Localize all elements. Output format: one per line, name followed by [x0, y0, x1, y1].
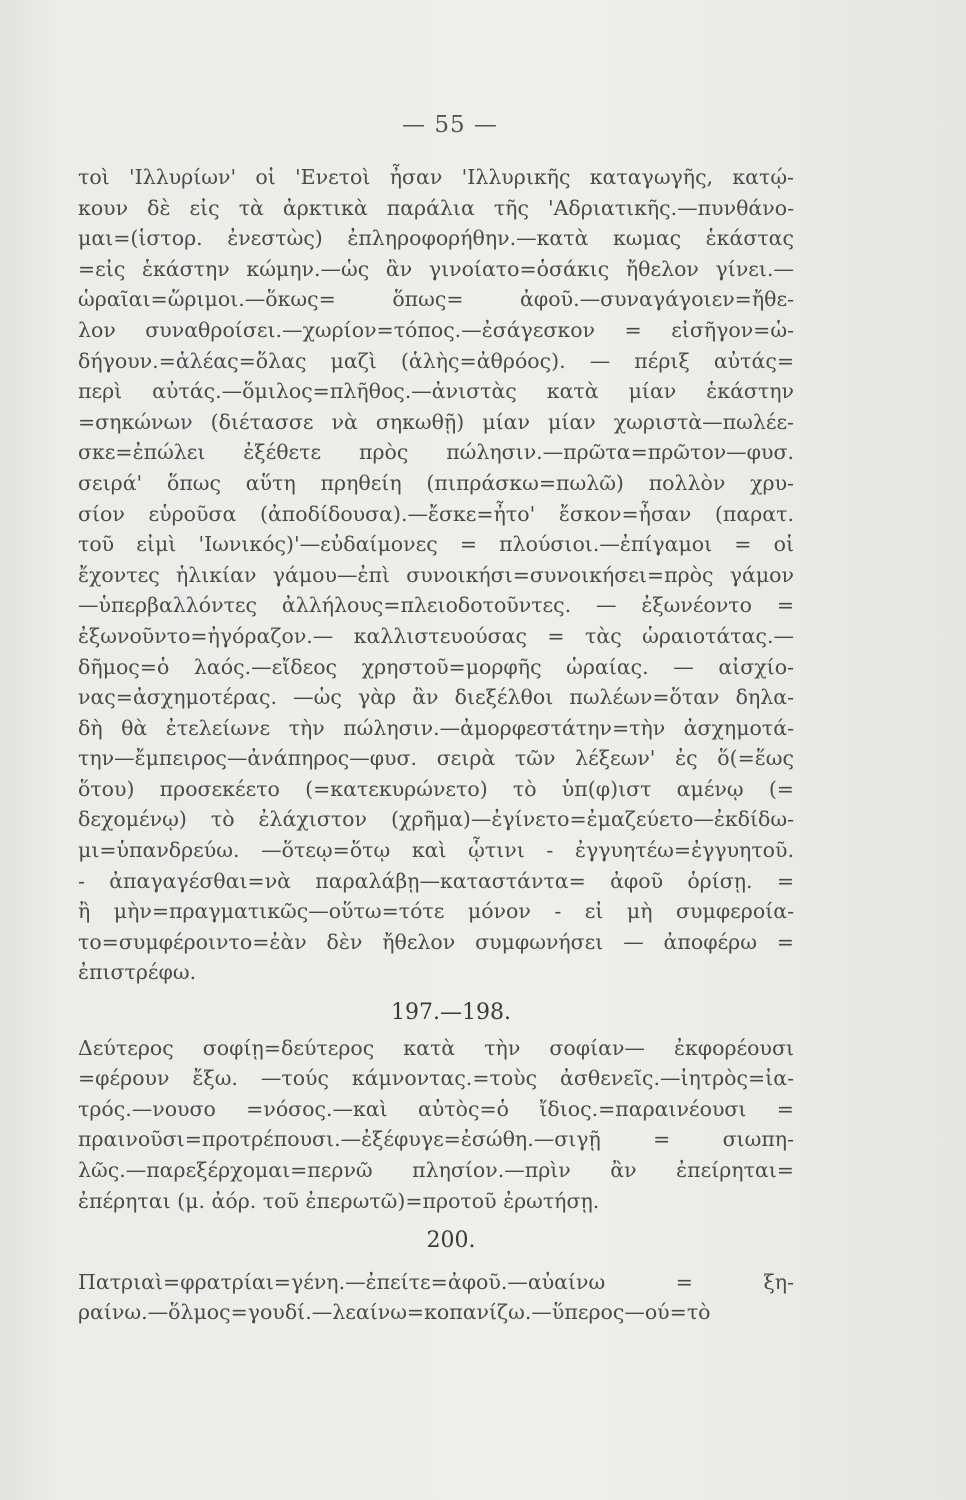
- text-line: ραίνω.—ὅλμος=γουδί.—λεαίνω=κοπανίζω.—ὕπερος—ού=τὸ: [78, 1300, 711, 1325]
- commentary-block-2: [78, 1033, 794, 1217]
- text-line: δὴ θὰ ἐτελείωνε τὴν πώλησιν.—ἀμορφεστάτην=τὴν ἀσχημοτά-: [78, 715, 794, 740]
- text-line: σειρά' ὅπως αὕτη πρηθείη (πιπράσκω=πωλῶ) πολλὸν χρυ-: [78, 470, 794, 495]
- commentary-block-3: [78, 1267, 794, 1328]
- text-line: τρός.—νουσο =νόσος.—καὶ αὐτὸς=ὁ ἴδιος.=παραινέουσι =: [78, 1096, 794, 1121]
- text-line: Πατριαὶ=φρατρίαι=γένη.—ἐπείτε=ἀφοῦ.—αὐαίνω = ξη-: [78, 1269, 794, 1294]
- text-line: =εἰς ἑκάστην κώμην.—ὡς ἂν γινοίατο=ὁσάκις ἤθελον γίνει.—: [78, 256, 794, 281]
- text-line: ἐξωνοῦντο=ἠγόραζον.— καλλιστευούσας = τὰς ὡραιοτάτας.—: [78, 623, 794, 648]
- text-line: δῆμος=ὁ λαός.—εἴδεος χρηστοῦ=μορφῆς ὡραίας. — αἰσχίο-: [78, 654, 794, 679]
- text-line: λον συναθροίσει.—χωρίον=τόπος.—ἐσάγεσκον = εἰσῆγον=ὡ-: [78, 317, 794, 342]
- text-line: ὅτου) προσεκέετο (=κατεκυρώνετο) τὸ ὑπ(φ)ιστ αμένῳ (=: [78, 776, 794, 801]
- text-line: =φέρουν ἔξω. —τούς κάμνοντας.=τοὺς ἀσθενεῖς.—ἰητρὸς=ἰα-: [78, 1066, 794, 1091]
- text-line: περὶ αὐτάς.—ὅμιλος=πλῆθος.—ἀνιστὰς κατὰ μίαν ἑκάστην: [78, 379, 794, 404]
- text-line: τοῦ εἰμὶ 'Ιωνικός)'—εὐδαίμονες = πλούσιοι.—ἐπίγαμοι = οἱ: [78, 532, 794, 557]
- text-line: σκε=ἐπώλει ἐξέθετε πρὸς πώλησιν.—πρῶτα=πρῶτον—φυσ.: [78, 440, 794, 465]
- page-number: — 55 —: [402, 112, 498, 138]
- text-line: ἐπέρηται (μ. ἀόρ. τοῦ ἐπερωτῶ)=προτοῦ ἐρωτήσῃ.: [78, 1188, 600, 1213]
- text-line: πραινοῦσι=προτρέπουσι.—ἐξέφυγε=ἐσώθη.—σιγῇ = σιωπη-: [78, 1127, 794, 1152]
- text-line: δεχομένῳ) τὸ ἐλάχιστον (χρῆμα)—ἐγίνετο=ἐμαζεύετο—ἐκδίδω-: [78, 807, 794, 832]
- text-line: το=συμφέροιντο=ἐὰν δὲν ἤθελον συμφωνήσει — ἀποφέρω =: [78, 929, 794, 954]
- text-line: —ὑπερβαλλόντες ἀλλήλους=πλειοδοτοῦντες. — ἐξωνέοντο =: [78, 593, 794, 618]
- text-line: ἐπιστρέφω.: [78, 960, 197, 985]
- text-line: ἔχοντες ἡλικίαν γάμου—ἐπὶ συνοικήσι=συνοικήσει=πρὸς γάμον: [78, 562, 794, 587]
- text-line: Δεύτερος σοφίῃ=δεύτερος κατὰ τὴν σοφίαν— ἐκφορέουσι: [78, 1035, 794, 1060]
- text-line: δήγουν.=ἁλέας=ὅλας μαζὶ (ἁλὴς=ἀθρόος). — πέριξ αὐτάς=: [78, 348, 794, 373]
- text-line: λῶς.—παρεξέρχομαι=περνῶ πλησίον.—πρὶν ἂν ἐπείρηται=: [78, 1158, 794, 1182]
- text-line: ἢ μὴν=πραγματικῶς—οὕτω=τότε μόνον - εἰ μὴ συμφεροία-: [78, 899, 794, 924]
- page-text: [78, 162, 794, 1328]
- commentary-block-1: [78, 162, 794, 988]
- text-line: κουν δὲ εἰς τὰ ἀρκτικὰ παράλια τῆς 'Αδριατικῆς.—πυνθάνο-: [78, 195, 794, 220]
- text-line: μαι=(ἱστορ. ἐνεστὼς) ἐπληροφορήθην.—κατὰ κωμας ἑκάστας: [78, 226, 794, 251]
- text-line: μι=ὑπανδρεύω. —ὅτεῳ=ὅτῳ καὶ ᾧτινι - ἐγγυητέω=ἐγγυητοῦ.: [78, 838, 794, 863]
- section-heading: 200.: [426, 1228, 476, 1254]
- text-line: ὡραῖαι=ὥριμοι.—ὅκως= ὅπως= ἀφοῦ.—συναγάγοιεν=ἤθε-: [78, 287, 794, 312]
- section-heading: 197.—198.: [391, 1000, 511, 1026]
- text-line: την—ἔμπειρος—ἀνάπηρος—φυσ. σειρὰ τῶν λέξεων' ἐς ὅ(=ἕως: [78, 746, 794, 771]
- text-line: νας=ἀσχημοτέρας. —ὡς γὰρ ἂν διεξέλθοι πωλέων=ὅταν δηλα-: [78, 685, 794, 710]
- text-line: σίον εὑροῦσα (ἀποδίδουσα).—ἔσκε=ἦτο' ἔσκον=ἦσαν (παρατ.: [78, 501, 794, 526]
- text-line: - ἀπαγαγέσθαι=νὰ παραλάβῃ—καταστάντα= ἀφοῦ ὁρίσῃ. =: [78, 868, 794, 893]
- text-line: =σηκώνων (διέτασσε νὰ σηκωθῇ) μίαν μίαν χωριστὰ—πωλέε-: [78, 409, 794, 434]
- text-line: τοὶ 'Ιλλυρίων' οἱ 'Ενετοὶ ἦσαν 'Ιλλυρικῆς καταγωγῆς, κατῴ-: [78, 165, 794, 189]
